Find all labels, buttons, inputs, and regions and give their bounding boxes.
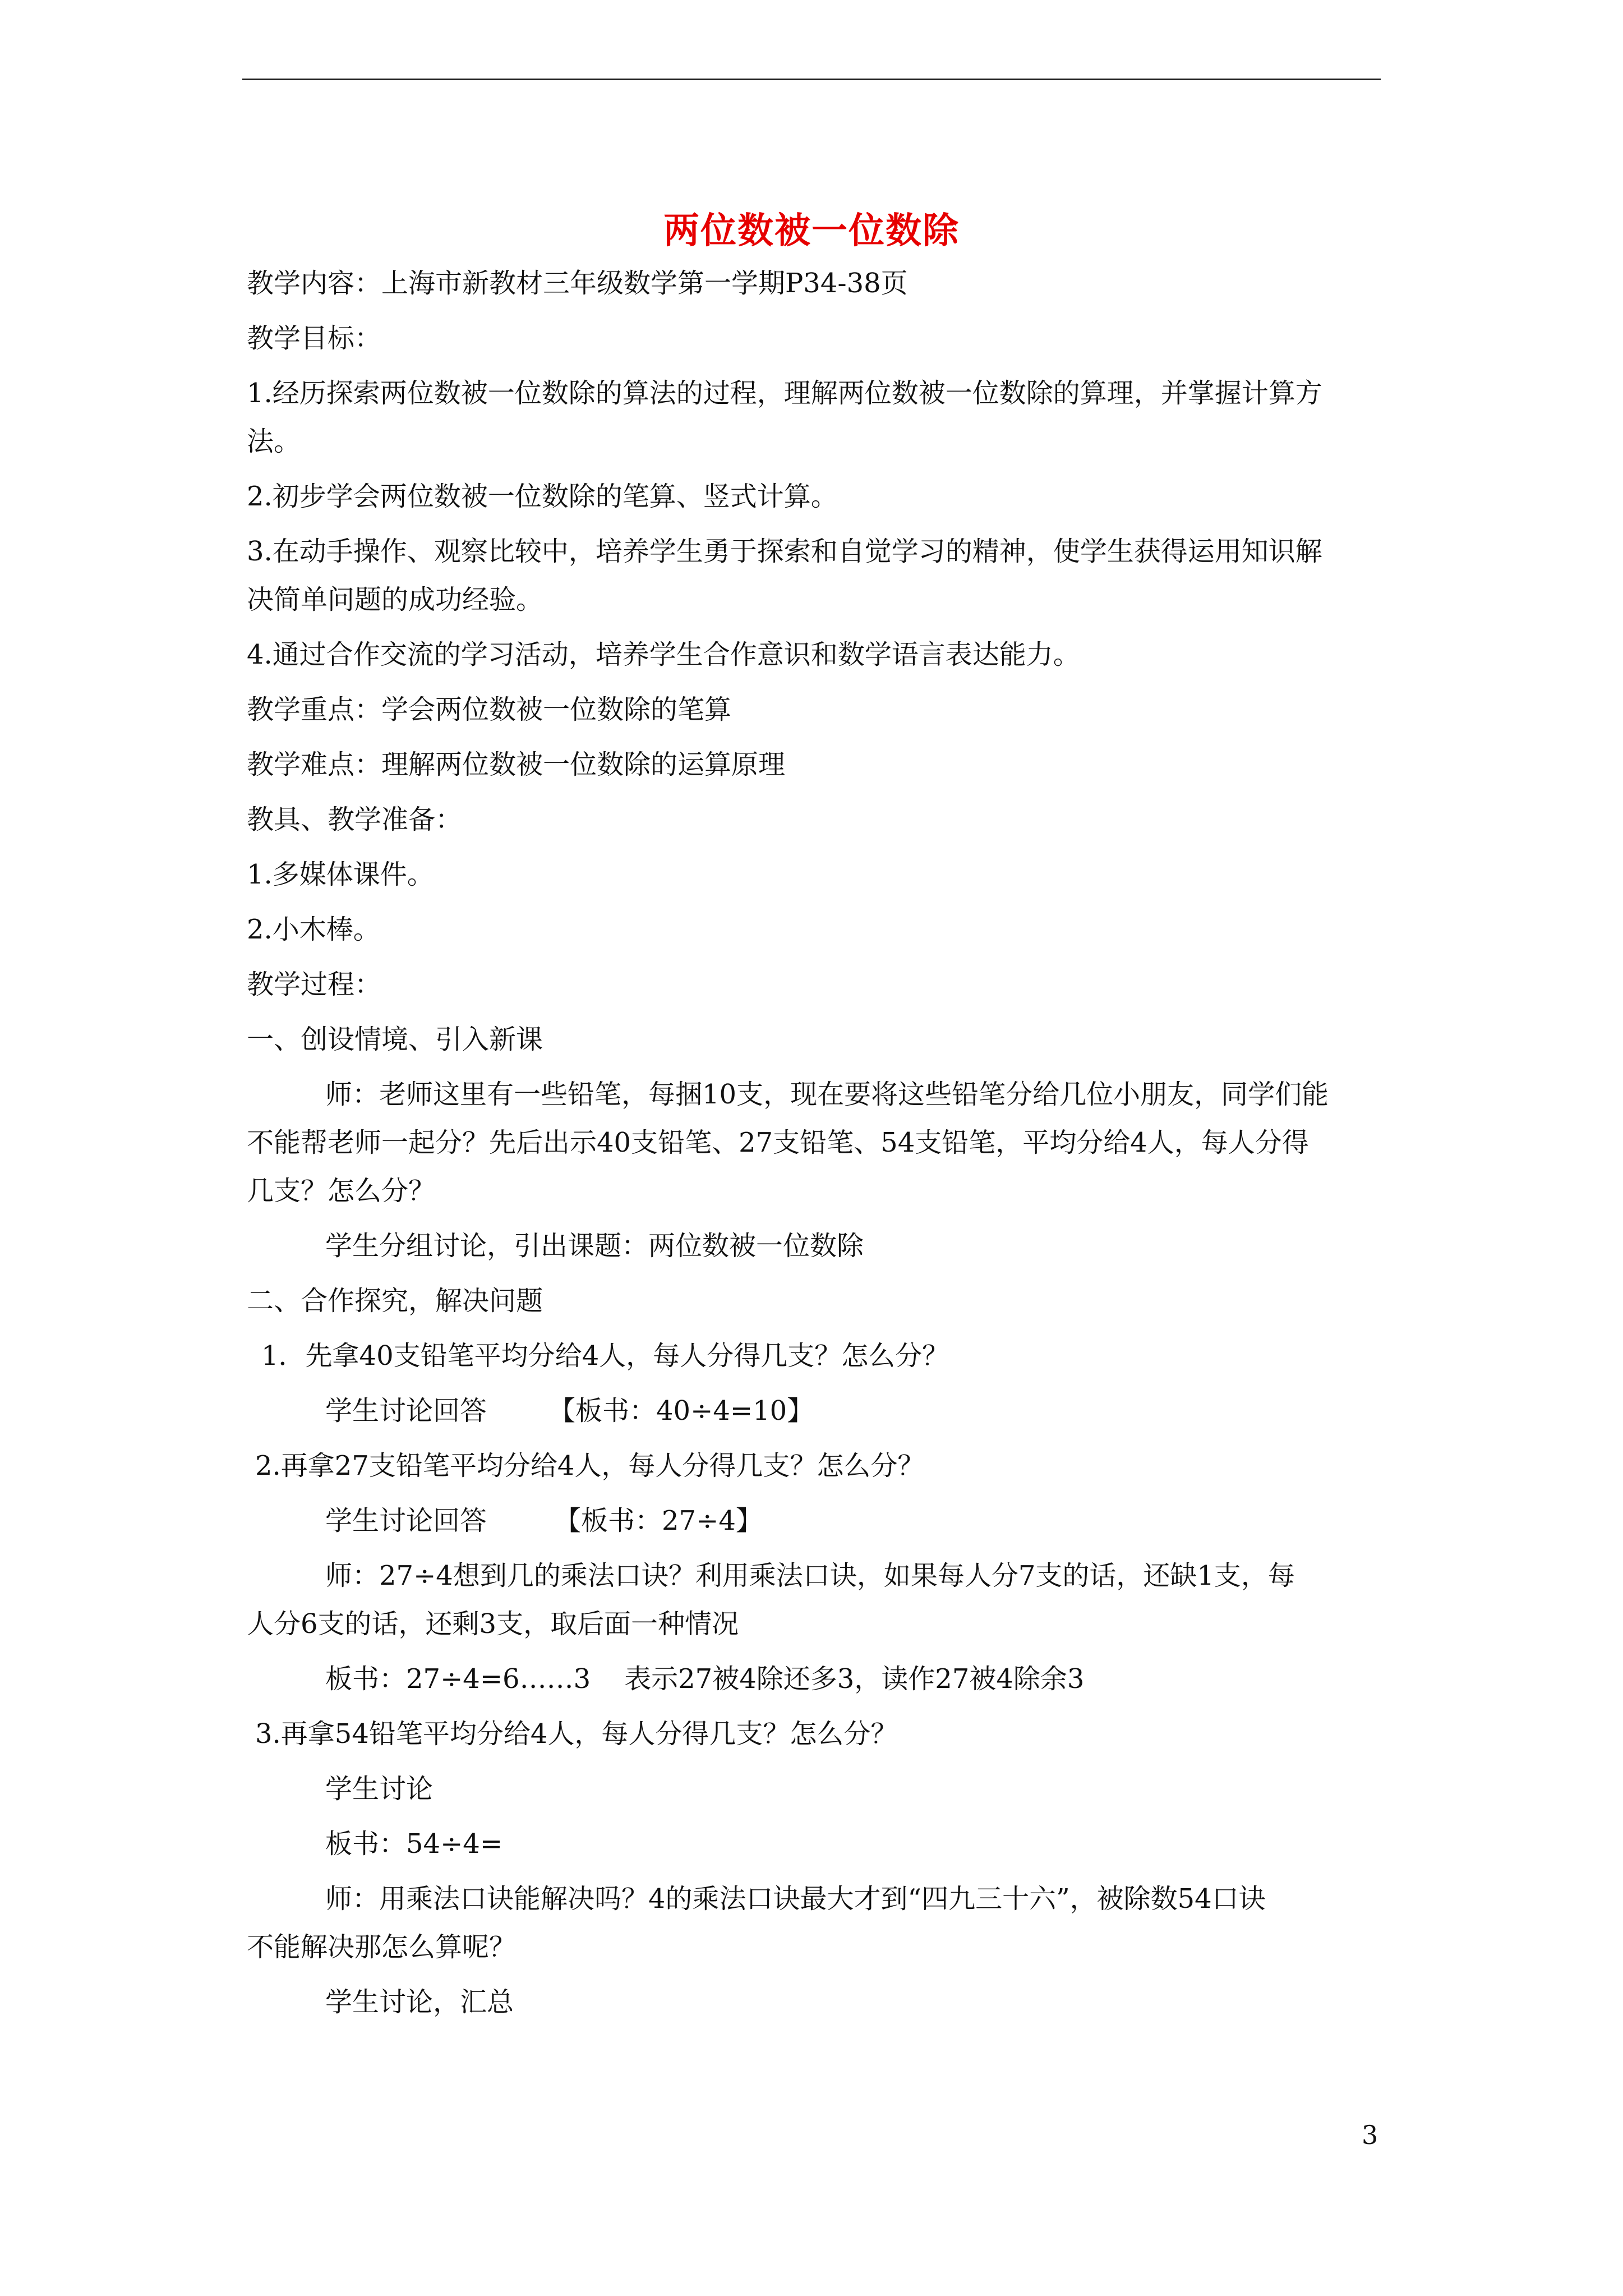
process-heading: 教学过程：	[247, 969, 382, 1000]
step-3-teacher-line-1: 师：用乘法口诀能解决吗？4的乘法口诀最大才到“四九三十六”，被除数54口诀	[325, 1883, 1266, 1915]
page-number: 3	[1362, 2120, 1378, 2150]
goal-3-line-1: 3.在动手操作、观察比较中，培养学生勇于探索和自觉学习的精神，使学生获得运用知识解	[247, 536, 1322, 567]
section-1-heading: 一、创设情境、引入新课	[247, 1024, 543, 1055]
material-2-line: 2.小木棒。	[247, 914, 380, 945]
student-discussion-line: 学生分组讨论，引出课题：两位数被一位数除	[325, 1230, 864, 1262]
step-3-teacher-line-2: 不能解决那怎么算呢？	[247, 1931, 517, 1963]
step-1-line: 1．先拿40支铅笔平均分给4人，每人分得几支？怎么分？	[261, 1340, 949, 1372]
step-1-board-note: 【板书：40÷4=10】	[548, 1395, 814, 1427]
step-2-board-note: 【板书：27÷4】	[554, 1505, 763, 1536]
step-1-answer-row	[325, 1391, 814, 1430]
teacher-intro-line-2: 不能帮老师一起分？先后出示40支铅笔、27支铅笔、54支铅笔，平均分给4人，每人分得	[247, 1127, 1309, 1158]
step-2-teacher-line-1: 师：27÷4想到几的乘法口诀？利用乘法口诀，如果每人分7支的话，还缺1支，每	[325, 1560, 1295, 1591]
step-2-board-explanation: 表示27被4除还多3，读作27被4除余3	[624, 1663, 1085, 1695]
step-3-summary-line: 学生讨论，汇总	[325, 1986, 514, 2018]
materials-heading: 教具、教学准备：	[247, 804, 463, 835]
teaching-content-line: 教学内容：上海市新教材三年级数学第一学期P34-38页	[247, 268, 908, 299]
step-2-answer-label: 学生讨论回答	[325, 1505, 487, 1536]
step-2-board-row	[325, 1659, 1084, 1699]
section-2-heading: 二、合作探究，解决问题	[247, 1285, 543, 1317]
header-rule	[242, 79, 1381, 80]
goal-4-line: 4.通过合作交流的学习活动，培养学生合作意识和数学语言表达能力。	[247, 639, 1080, 670]
teacher-intro-line-3: 几支？怎么分？	[247, 1175, 436, 1207]
material-1-line: 1.多媒体课件。	[247, 859, 434, 890]
document-title: 两位数被一位数除	[663, 210, 960, 252]
step-2-teacher-line-2: 人分6支的话，还剩3支，取后面一种情况	[247, 1608, 739, 1640]
key-point-line: 教学重点：学会两位数被一位数除的笔算	[247, 694, 732, 725]
teacher-intro-line-1: 师：老师这里有一些铅笔，每捆10支，现在要将这些铅笔分给几位小朋友，同学们能	[325, 1079, 1329, 1110]
step-3-student-line: 学生讨论	[325, 1773, 434, 1805]
step-1-answer-label: 学生讨论回答	[325, 1395, 487, 1427]
goal-1-line-1: 1.经历探索两位数被一位数除的算法的过程，理解两位数被一位数除的算理，并掌握计算方	[247, 378, 1322, 409]
goal-3-line-2: 决简单问题的成功经验。	[247, 584, 543, 615]
goal-1-line-2: 法。	[247, 426, 301, 457]
teaching-goals-heading: 教学目标：	[247, 323, 382, 354]
step-2-board-equation: 板书：27÷4=6……3	[325, 1663, 591, 1695]
goal-2-line: 2.初步学会两位数被一位数除的笔算、竖式计算。	[247, 481, 838, 512]
step-3-board-line: 板书：54÷4=	[325, 1828, 503, 1860]
step-3-line: 3.再拿54铅笔平均分给4人，每人分得几支？怎么分？	[255, 1718, 898, 1750]
step-2-line: 2.再拿27支铅笔平均分给4人，每人分得几支？怎么分？	[255, 1450, 925, 1481]
step-2-answer-row	[325, 1501, 763, 1540]
difficult-point-line: 教学难点：理解两位数被一位数除的运算原理	[247, 749, 786, 780]
